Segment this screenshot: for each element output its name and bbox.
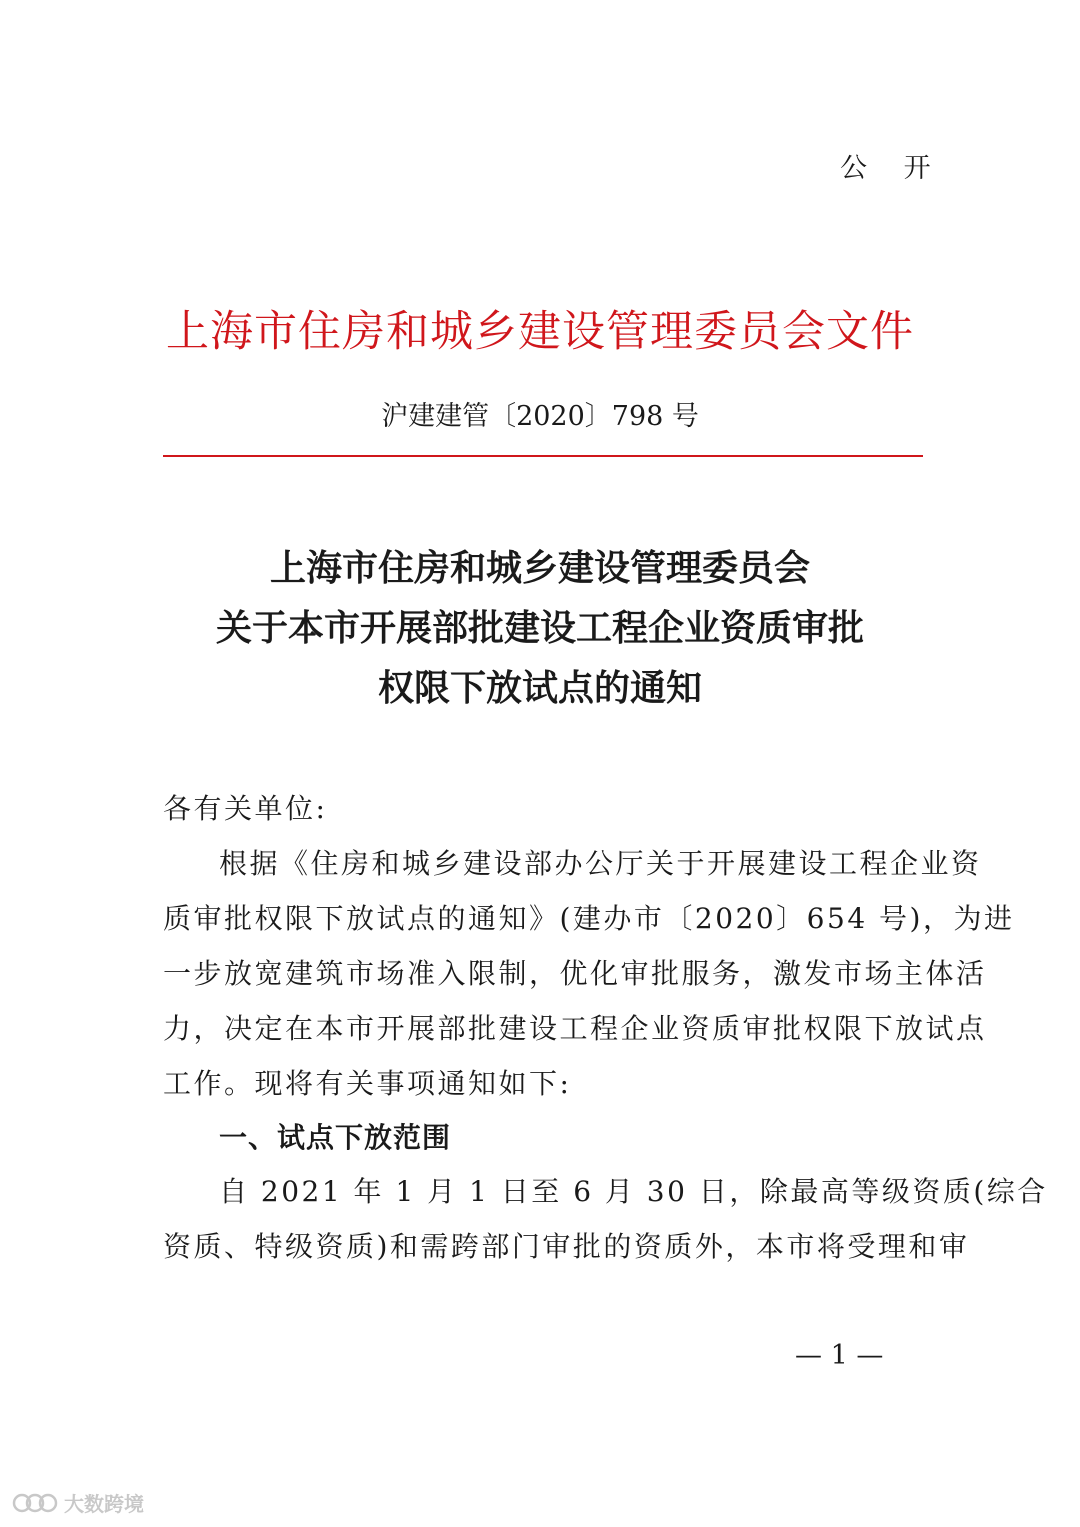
watermark	[12, 1488, 144, 1517]
watermark-logo-icon	[12, 1491, 58, 1515]
body-line-5: 工作。现将有关事项通知如下:	[163, 1067, 572, 1100]
page-number: — 1 —	[795, 1340, 884, 1371]
body-line-4: 力，决定在本市开展部批建设工程企业资质审批权限下放试点	[163, 1012, 987, 1045]
body-line-3: 一步放宽建筑市场准入限制，优化审批服务，激发市场主体活	[163, 957, 987, 990]
document-title-line-3: 权限下放试点的通知	[377, 668, 702, 709]
salutation: 各有关单位:	[163, 792, 328, 825]
watermark-text: 大数跨境	[64, 1492, 144, 1516]
public-classification-mark: 公 开	[840, 153, 945, 184]
body-line-1: 根据《住房和城乡建设部办公厅关于开展建设工程企业资	[219, 847, 982, 880]
document-title-line-1: 上海市住房和城乡建设管理委员会	[269, 548, 810, 589]
section-body-line-1: 自 2021 年 1 月 1 日至 6 月 30 日，除最高等级资质(综合	[219, 1175, 1048, 1208]
document-number: 沪建建管〔2020〕798 号	[381, 401, 699, 432]
red-divider-line	[163, 455, 923, 457]
section-heading: 一、试点下放范围	[219, 1121, 452, 1154]
document-title-line-2: 关于本市开展部批建设工程企业资质审批	[215, 608, 864, 649]
issuing-organization-header: 上海市住房和城乡建设管理委员会文件	[166, 307, 914, 357]
body-line-2: 质审批权限下放试点的通知》(建办市〔2020〕654 号)，为进	[163, 902, 1015, 935]
section-body-line-2: 资质、特级资质)和需跨部门审批的资质外，本市将受理和审	[163, 1230, 970, 1263]
